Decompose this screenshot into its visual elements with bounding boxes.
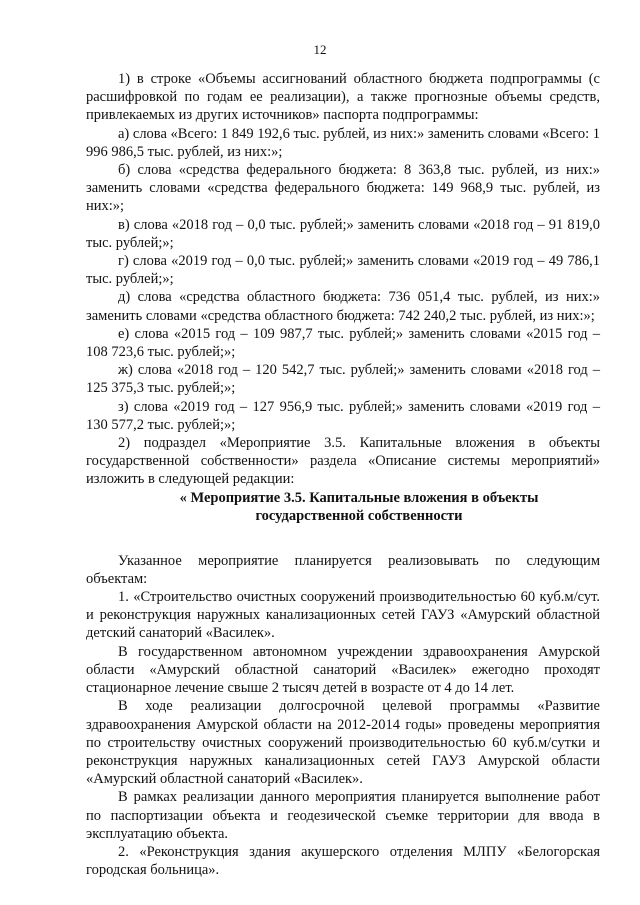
section-spacer <box>86 526 600 552</box>
paragraph-item-1e: е) слова «2015 год – 109 987,7 тыс. рублей;» заменить словами «2015 год – 108 723,6 тыс. рублей;»; <box>86 325 600 361</box>
paragraph-planned-works: В рамках реализации данного мероприятия планируется выполнение работ по паспортизации объекта и геодезической съемке территории для ввода в эксплуатацию объекта. <box>86 789 600 842</box>
paragraph-item-1a: а) слова «Всего: 1 849 192,6 тыс. рублей, из них:» заменить словами «Всего: 1 996 986,5 тыс. рублей, из них:»; <box>86 125 601 160</box>
paragraph-item-1d: д) слова «средства областного бюджета: 736 051,4 тыс. рублей, из них:» заменить словами «средства областного бюджета: 742 240,2 тыс. рублей, из них:»; <box>86 289 600 324</box>
paragraph-item-1b: б) слова «средства федерального бюджета: 8 363,8 тыс. рублей, из них:» заменить словами «средства федерального бюджета: 149 968,9 тыс. рублей, из них:»; <box>86 162 600 215</box>
section-heading <box>86 489 600 526</box>
paragraph-item-1: 1) в строке «Объемы ассигнований областного бюджета подпрограммы (с расшифровкой по годам ее реализации), а также прогнозные объемы средств, привлекаемых из других источников» паспорта подпрограммы: <box>86 71 600 124</box>
document-body <box>86 70 600 879</box>
section-heading-line-2: государственной собственности <box>255 508 463 525</box>
section-heading-line-1: « Мероприятие 3.5. Капитальные вложения в объекты <box>179 489 539 506</box>
paragraph-item-1zh: ж) слова «2018 год – 120 542,7 тыс. рублей;» заменить словами «2018 год – 125 375,3 тыс. рублей;»; <box>86 362 600 397</box>
paragraph-sanatorium-info: В государственном автономном учреждении здравоохранения Амурской области «Амурский областной санаторий «Василек» ежегодно проходят стационарное лечение свыше 2 тысяч детей в возрасте от 4 до 14 лет. <box>86 643 600 697</box>
paragraph-objects-intro: Указанное мероприятие планируется реализовывать по следующим объектам: <box>86 552 600 587</box>
paragraph-item-2: 2) подраздел «Мероприятие 3.5. Капитальные вложения в объекты государственной собственности» раздела «Описание системы мероприятий» изложить в следующей редакции: <box>86 435 600 488</box>
paragraph-item-1g: г) слова «2019 год – 0,0 тыс. рублей;» заменить словами «2019 год – 49 786,1 тыс. рублей;»; <box>86 253 600 288</box>
paragraph-program-info: В ходе реализации долгосрочной целевой программы «Развитие здравоохранения Амурской области на 2012-2014 годы» проведены мероприятия по строительству очистных сооружений производительностью 60 куб.м/сутки и реконструкция наружных канализационных сетей ГАУЗ Амурской области «Амурский областной санаторий «Василек». <box>86 698 600 788</box>
page-number: 12 <box>313 42 327 57</box>
paragraph-item-1v: в) слова «2018 год – 0,0 тыс. рублей;» заменить словами «2018 год – 91 819,0 тыс. рублей;»; <box>86 216 600 251</box>
paragraph-object-1: 1. «Строительство очистных сооружений производительностью 60 куб.м/сут. и реконструкция наружных канализационных сетей ГАУЗ «Амурский областной детский санаторий «Василек». <box>86 589 600 642</box>
paragraph-object-2: 2. «Реконструкция здания акушерского отделения МЛПУ «Белогорская городская больница». <box>86 843 600 879</box>
paragraph-item-1z: з) слова «2019 год – 127 956,9 тыс. рублей;» заменить словами «2019 год – 130 577,2 тыс. рублей;»; <box>86 398 600 433</box>
